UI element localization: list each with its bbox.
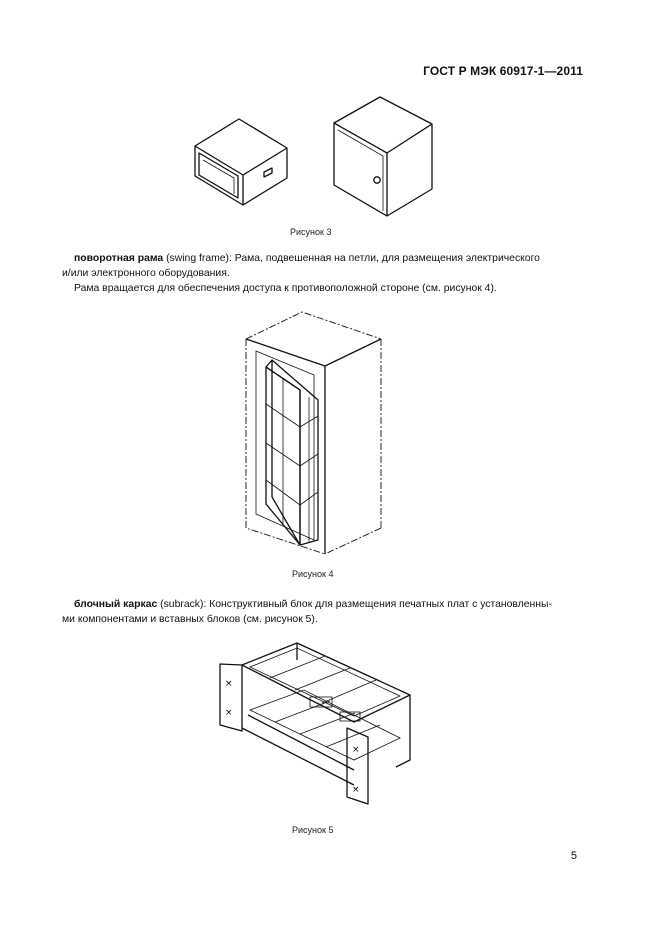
- figure-5-screw-icon: ×: [352, 745, 360, 755]
- figure-5-screw-icon: ×: [225, 679, 233, 689]
- figure-5-screw-icon: ×: [225, 708, 233, 718]
- swing-frame-note: Рама вращается для обеспечения доступа к противоположной стороне (см. рисунок 4).: [74, 283, 497, 294]
- subrack-definition-line1: (subrack): Конструктивный блок для размещения печатных плат с установленны-: [157, 599, 552, 610]
- swing-frame-definition-line2: и/или электронного оборудования.: [62, 268, 230, 279]
- subrack-term: блочный каркас: [74, 599, 158, 610]
- swing-frame-term: поворотная рама: [74, 253, 164, 264]
- figure-5-caption: Рисунок 5: [292, 825, 334, 835]
- swing-frame-definition-line1: (swing frame): Рама, подвешенная на петли, для размещения электрического: [163, 253, 540, 264]
- page-number: 5: [570, 850, 577, 862]
- document-header: ГОСТ Р МЭК 60917-1—2011: [423, 64, 583, 78]
- figure-5-right-flange: [347, 728, 368, 804]
- subrack-definition-line2: ми компонентами и вставных блоков (см. рисунок 5).: [62, 614, 318, 625]
- figure-5-screw-icon: ×: [352, 785, 360, 795]
- figure-3-caption: Рисунок 3: [290, 227, 332, 237]
- figure-4-caption: Рисунок 4: [292, 569, 334, 579]
- figure-5-left-flange: [220, 664, 242, 731]
